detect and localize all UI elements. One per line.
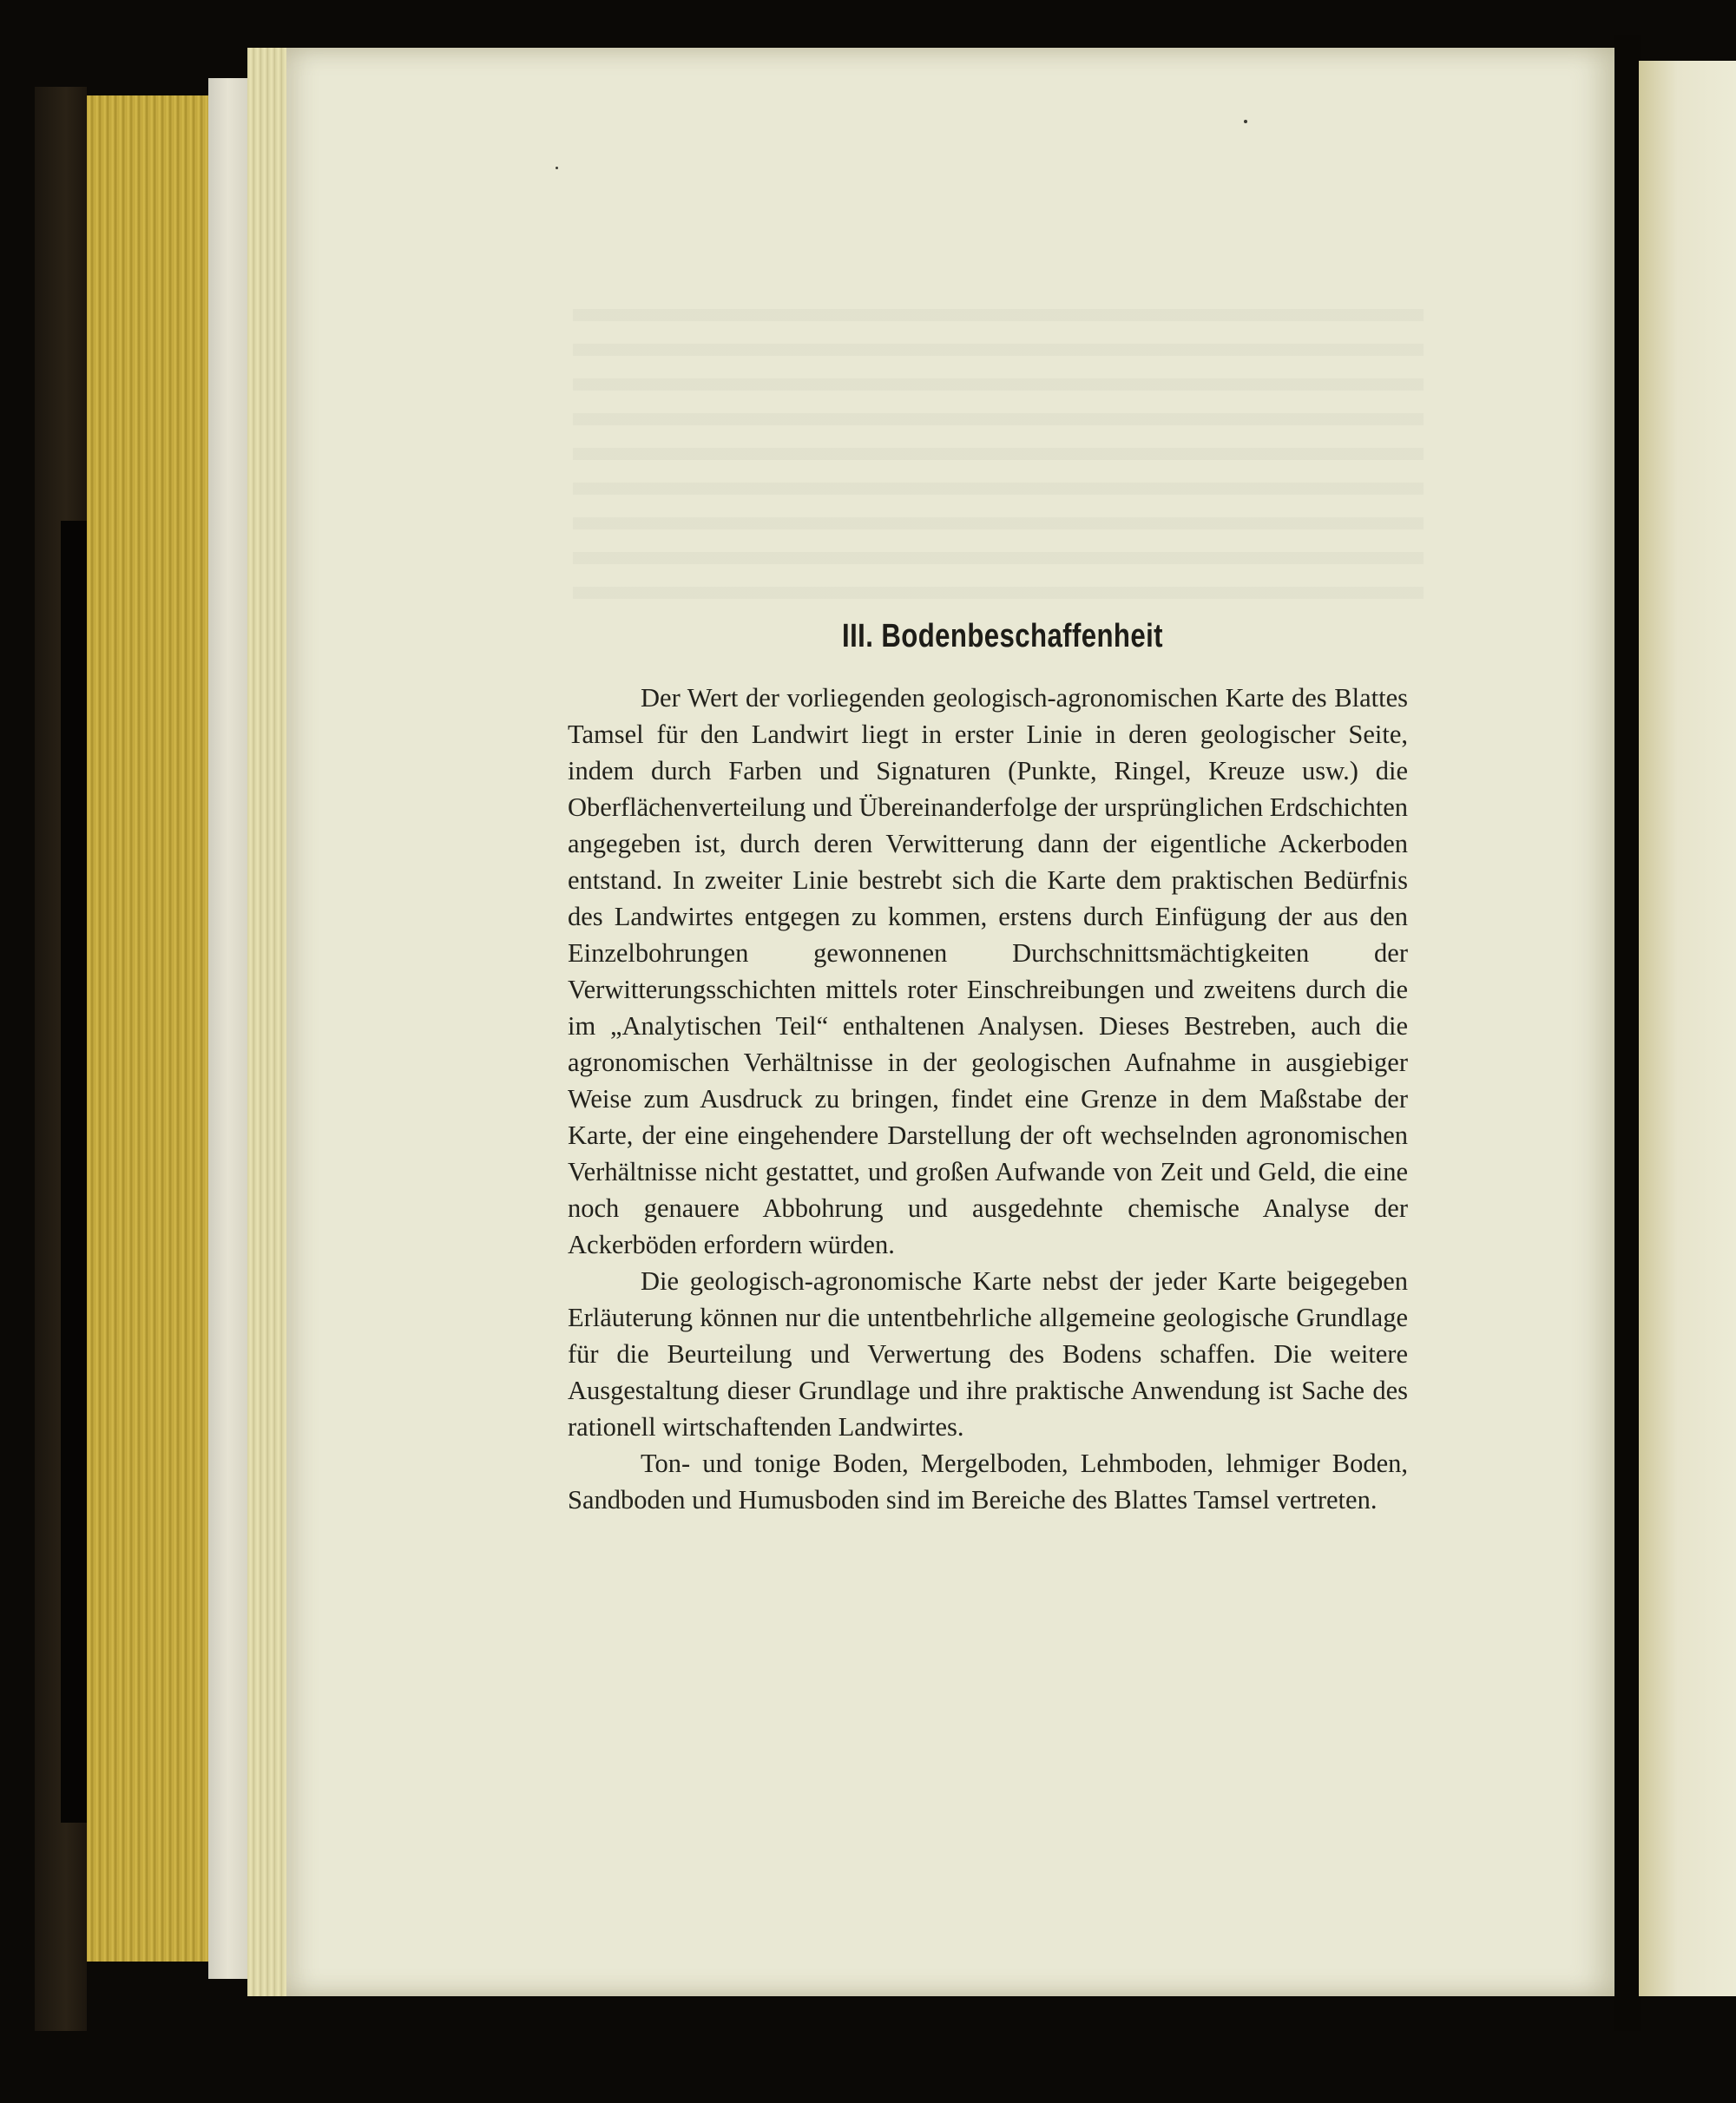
book-gutter-right	[1614, 35, 1641, 2031]
show-through-text	[573, 286, 1424, 599]
paragraph: Ton- und tonige Boden, Mergelboden, Lehmboden, lehmiger Boden, Sandboden und Humusboden sind im Bereiche des Blattes Tamsel vertreten.	[568, 1449, 1408, 1515]
book-page-right	[1639, 61, 1736, 1996]
book-spine-shadow	[61, 521, 87, 1823]
book-page-edges-left	[87, 95, 213, 1962]
body-text	[568, 680, 1408, 1518]
paragraph: Der Wert der vorliegenden geologisch-agronomischen Karte des Blattes Tamsel für den Landwirt liegt in erster Linie in deren geologischer Seite, indem durch Farben und Signaturen (Punkte, Ringel, Kreuze usw.) die Oberflächenverteilung und Übereinanderfolge der ursprünglichen Erdschichten angegeben ist, durch deren Verwitterung dann der eigentliche Ackerboden entstand. In zweiter Linie bestrebt sich die Karte dem praktischen Bedürfnis des Landwirtes entgegen zu kommen, erstens durch Einfügung der aus den Einzelbohrungen gewonnenen Durchschnittsmächtigkeiten der Verwitterungsschichten mittels roter Einschreibungen und zweitens durch die im „Analytischen Teil“ enthaltenen Analysen. Dieses Bestreben, auch die agronomischen Verhältnisse in der geologischen Aufnahme in ausgiebiger Weise zum Ausdruck zu bringen, findet eine Grenze in dem Maßstabe der Karte, der eine eingehendere Darstellung der oft wechselnden agronomischen Verhältnisse nicht gestattet, und großen Aufwande von Zeit und Geld, die eine noch genauere Abbohrung und ausgedehnte chemische Analyse der Ackerböden erfordern würden.	[568, 683, 1408, 1259]
paragraph: Die geologisch-agronomische Karte nebst der jeder Karte beigegeben Erläuterung können nur die untentbehrliche allgemeine geologische Grundlage für die Beurteilung und Verwertung des Bodens schaffen. Die weitere Ausgestaltung dieser Grundlage und ihre praktische Anwendung ist Sache des rationell wirtschaftenden Landwirtes.	[568, 1266, 1408, 1442]
dust-speck	[556, 167, 558, 169]
book-inner-margin-left	[208, 78, 247, 1979]
dust-speck	[1244, 120, 1247, 123]
section-heading: III. Bodenbeschaffenheit	[842, 618, 1163, 654]
